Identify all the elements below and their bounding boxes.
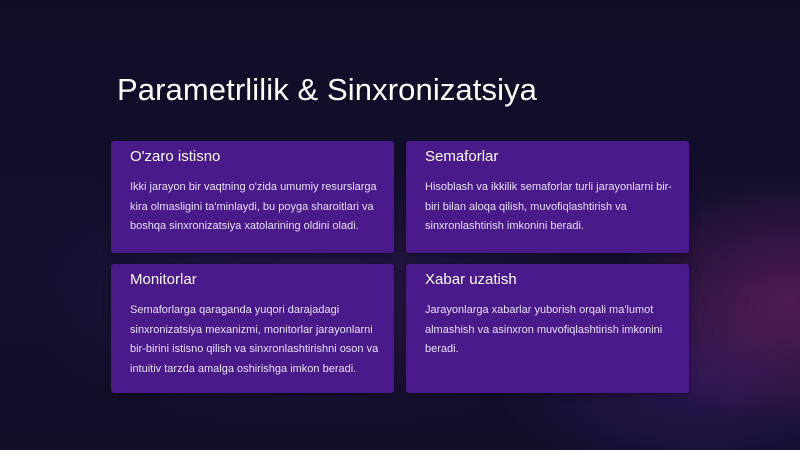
card-semaphores: [406, 141, 689, 253]
card-monitors: [111, 264, 394, 393]
slide-title: Parametrlilik & Sinxronizatsiya: [117, 72, 538, 107]
card-title: O'zaro istisno: [130, 148, 221, 165]
card-text: Jarayonlarga xabarlar yuborish orqali ma'lumot almashish va asinxron muvofiqlashtirish imkonini beradi.: [425, 304, 663, 355]
card-title: Semaforlar: [425, 148, 499, 165]
card-title: Monitorlar: [130, 271, 197, 288]
card-mutual-exclusion: [111, 141, 394, 253]
card-message-passing: [406, 264, 689, 393]
card-text: Ikki jarayon bir vaqtning o'zida umumiy resurslarga kira olmasligini ta'minlaydi, bu poyga sharoitlari va boshqa sinxronizatsiya xatolarining oldini oladi.: [130, 181, 377, 232]
card-text: Hisoblash va ikkilik semaforlar turli jarayonlarni bir-biri bilan aloqa qilish, muvofiqlashtirish va sinxronlashtirish imkonini beradi.: [425, 181, 672, 232]
card-title: Xabar uzatish: [425, 271, 517, 288]
card-text: Semaforlarga qaraganda yuqori darajadagi sinxronizatsiya mexanizmi, monitorlar jarayonlarni bir-birini istisno qilish va sinxronlashtirishni oson va intuitiv tarzda amalga oshirishga imkon beradi.: [130, 304, 379, 375]
